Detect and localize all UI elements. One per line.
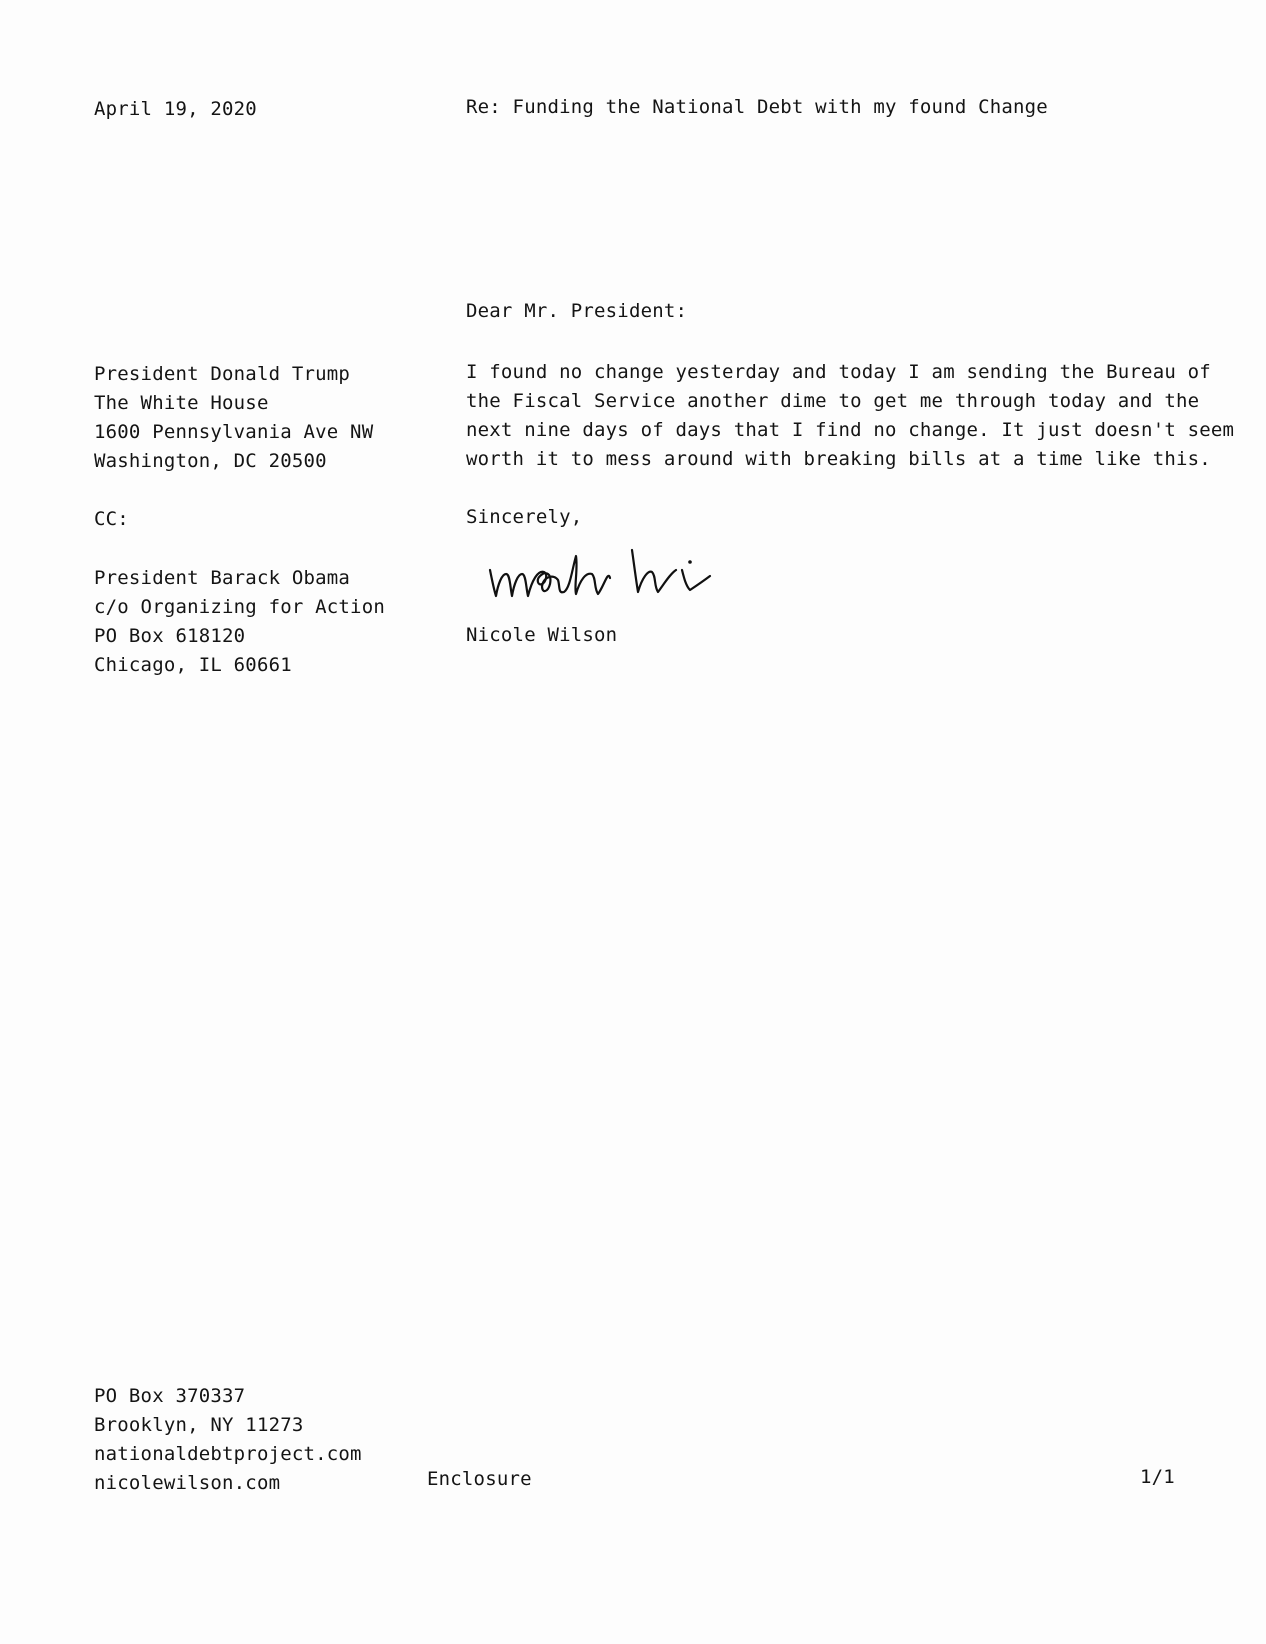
closing: Sincerely, [466,506,583,528]
letter-date: April 19, 2020 [94,98,257,120]
letter-subject: Re: Funding the National Debt with my found Change [466,96,1048,118]
sender-website: nicolewilson.com [94,1472,281,1494]
sender-address-line: PO Box 370337 [94,1385,246,1407]
sender-address-line: Brooklyn, NY 11273 [94,1414,304,1436]
salutation: Dear Mr. President: [466,300,688,322]
letter-body [466,358,1234,474]
recipient-address-line: The White House [94,392,269,414]
cc-address-line: PO Box 618120 [94,625,246,647]
cc-address [94,564,385,680]
body-line: next nine days of days that I find no change. It just doesn't seem [466,419,1235,441]
cc-name: President Barack Obama [94,567,351,589]
cc-address-line: Chicago, IL 60661 [94,654,292,676]
body-line: worth it to mess around with breaking bills at a time like this. [466,448,1211,470]
page-number: 1/1 [1140,1466,1175,1488]
signer-name: Nicole Wilson [466,624,618,646]
recipient-address-line: 1600 Pennsylvania Ave NW [94,421,374,443]
signature-stroke [682,570,710,590]
cc-address-line: c/o Organizing for Action [94,596,385,618]
enclosure-note: Enclosure [427,1468,532,1490]
signature-stroke [490,556,610,596]
handwritten-signature [486,540,736,608]
recipient-address [94,360,373,476]
body-line: the Fiscal Service another dime to get me through today and the [466,390,1200,412]
sender-website: nationaldebtproject.com [94,1443,362,1465]
body-line: I found no change yesterday and today I am sending the Bureau of [466,361,1211,383]
cc-label: CC: [94,508,129,530]
signature-dot [688,560,692,564]
signature-stroke [632,550,676,592]
recipient-name: President Donald Trump [94,363,351,385]
sender-address [94,1382,362,1498]
recipient-address-line: Washington, DC 20500 [94,450,327,472]
